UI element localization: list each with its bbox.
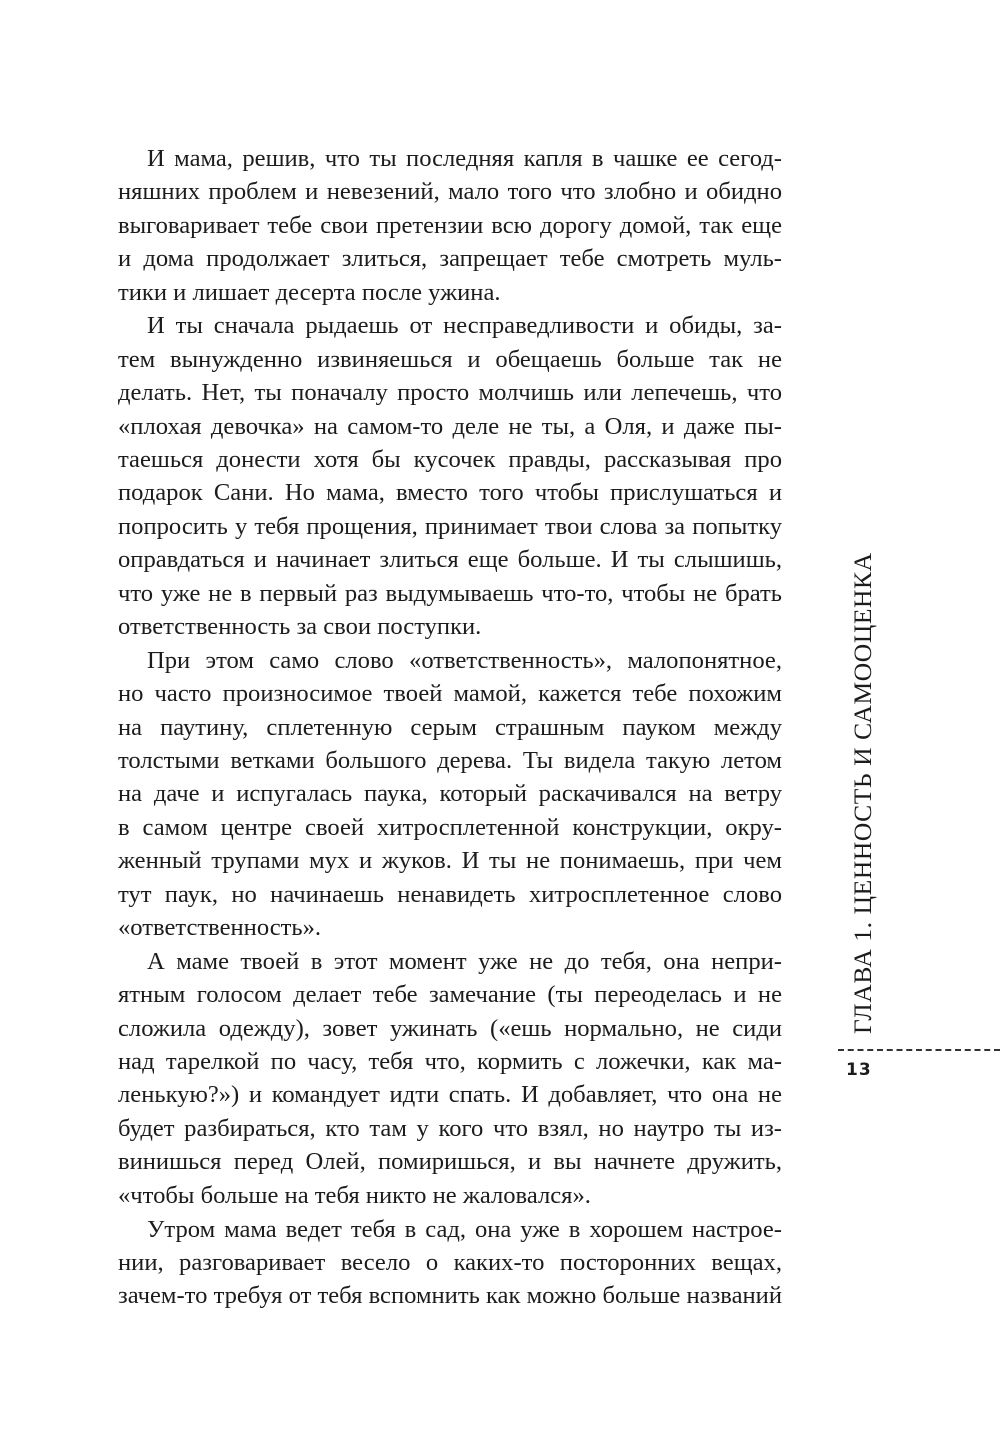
text-line: делать. Нет, ты поначалу просто молчишь или лепечешь, что [118,379,782,407]
text-line: попросить у тебя прощения, принимает твои слова за попытку [118,512,782,540]
text-line: тем вынужденно извиняешься и обещаешь больше так не [118,345,782,373]
text-line: женный трупами мух и жуков. И ты не понимаешь, при чем [118,847,782,875]
text-line: И мама, решив, что ты последняя капля в чашке ее сегод- [147,145,782,172]
text-line: толстыми ветками большого дерева. Ты видела такую летом [118,747,782,775]
paragraph-1 [118,142,782,309]
text-line: таешься донести хотя бы кусочек правды, рассказывая про [118,446,782,474]
text-line: винишься перед Олей, помиришься, и вы начнете дружить, [118,1148,782,1176]
text-line: ответственность за свои поступки. [118,612,482,640]
text-line: на паутину, сплетенную серым страшным пауком между [118,713,782,741]
text-line: «чтобы больше на тебя никто не жаловался». [118,1181,591,1209]
chapter-title-vertical: ГЛАВА 1. ЦЕННОСТЬ И САМООЦЕНКА [848,552,877,1034]
text-line: ятным голосом делает тебе замечание (ты переоделась и не [118,981,782,1009]
text-line: «плохая девочка» на самом-то деле не ты, а Оля, и даже пы- [118,412,782,440]
text-line: но часто произносимое твоей мамой, кажется тебе похожим [118,680,782,708]
text-line: в самом центре своей хитросплетенной конструкции, окру- [118,813,782,841]
text-line: подарок Сани. Но мама, вместо того чтобы прислушаться и [118,479,782,507]
page-number: 13 [846,1060,872,1080]
paragraph-5 [118,1213,782,1313]
text-line: оправдаться и начинает злиться еще больше. И ты слышишь, [118,546,782,574]
paragraph-4 [118,945,782,1212]
text-line: «ответственность». [118,913,322,941]
paragraph-2 [118,309,782,643]
text-line: И ты сначала рыдаешь от несправедливости и обиды, за- [147,312,782,340]
text-line: нии, разговаривает весело о каких-то посторонних вещах, [118,1248,782,1276]
text-line: тут паук, но начинаешь ненавидеть хитросплетенное слово [118,880,782,908]
text-line: над тарелкой по часу, тебя что, кормить с ложечки, как ма- [118,1048,782,1076]
body-text [118,142,782,1313]
text-line: Утром мама ведет тебя в сад, она уже в хорошем настрое- [147,1215,782,1243]
dashed-divider [838,1049,1000,1051]
text-line: что уже не в первый раз выдумываешь что-то, чтобы не брать [118,579,782,607]
text-line: А маме твоей в этот момент уже не до тебя, она непри- [147,947,782,975]
text-line: на даче и испугалась паука, который раскачивался на ветру [118,780,782,808]
text-line: выговаривает тебе свои претензии всю дорогу домой, так еще [118,211,782,239]
text-line: сложила одежду), зовет ужинать («ешь нормально, не сиди [118,1014,782,1042]
text-line: няшних проблем и невезений, мало того что злобно и обидно [118,178,782,206]
text-line: и дома продолжает злиться, запрещает тебе смотреть муль- [118,245,782,273]
text-line: зачем-то требуя от тебя вспомнить как можно больше названий [118,1282,782,1310]
text-line: При этом само слово «ответственность», малопонятное, [147,646,782,674]
text-line: будет разбираться, кто там у кого что взял, но наутро ты из- [118,1114,782,1142]
text-line: тики и лишает десерта после ужина. [118,278,501,306]
paragraph-3 [118,644,782,945]
text-line: ленькую?») и командует идти спать. И добавляет, что она не [118,1081,782,1109]
